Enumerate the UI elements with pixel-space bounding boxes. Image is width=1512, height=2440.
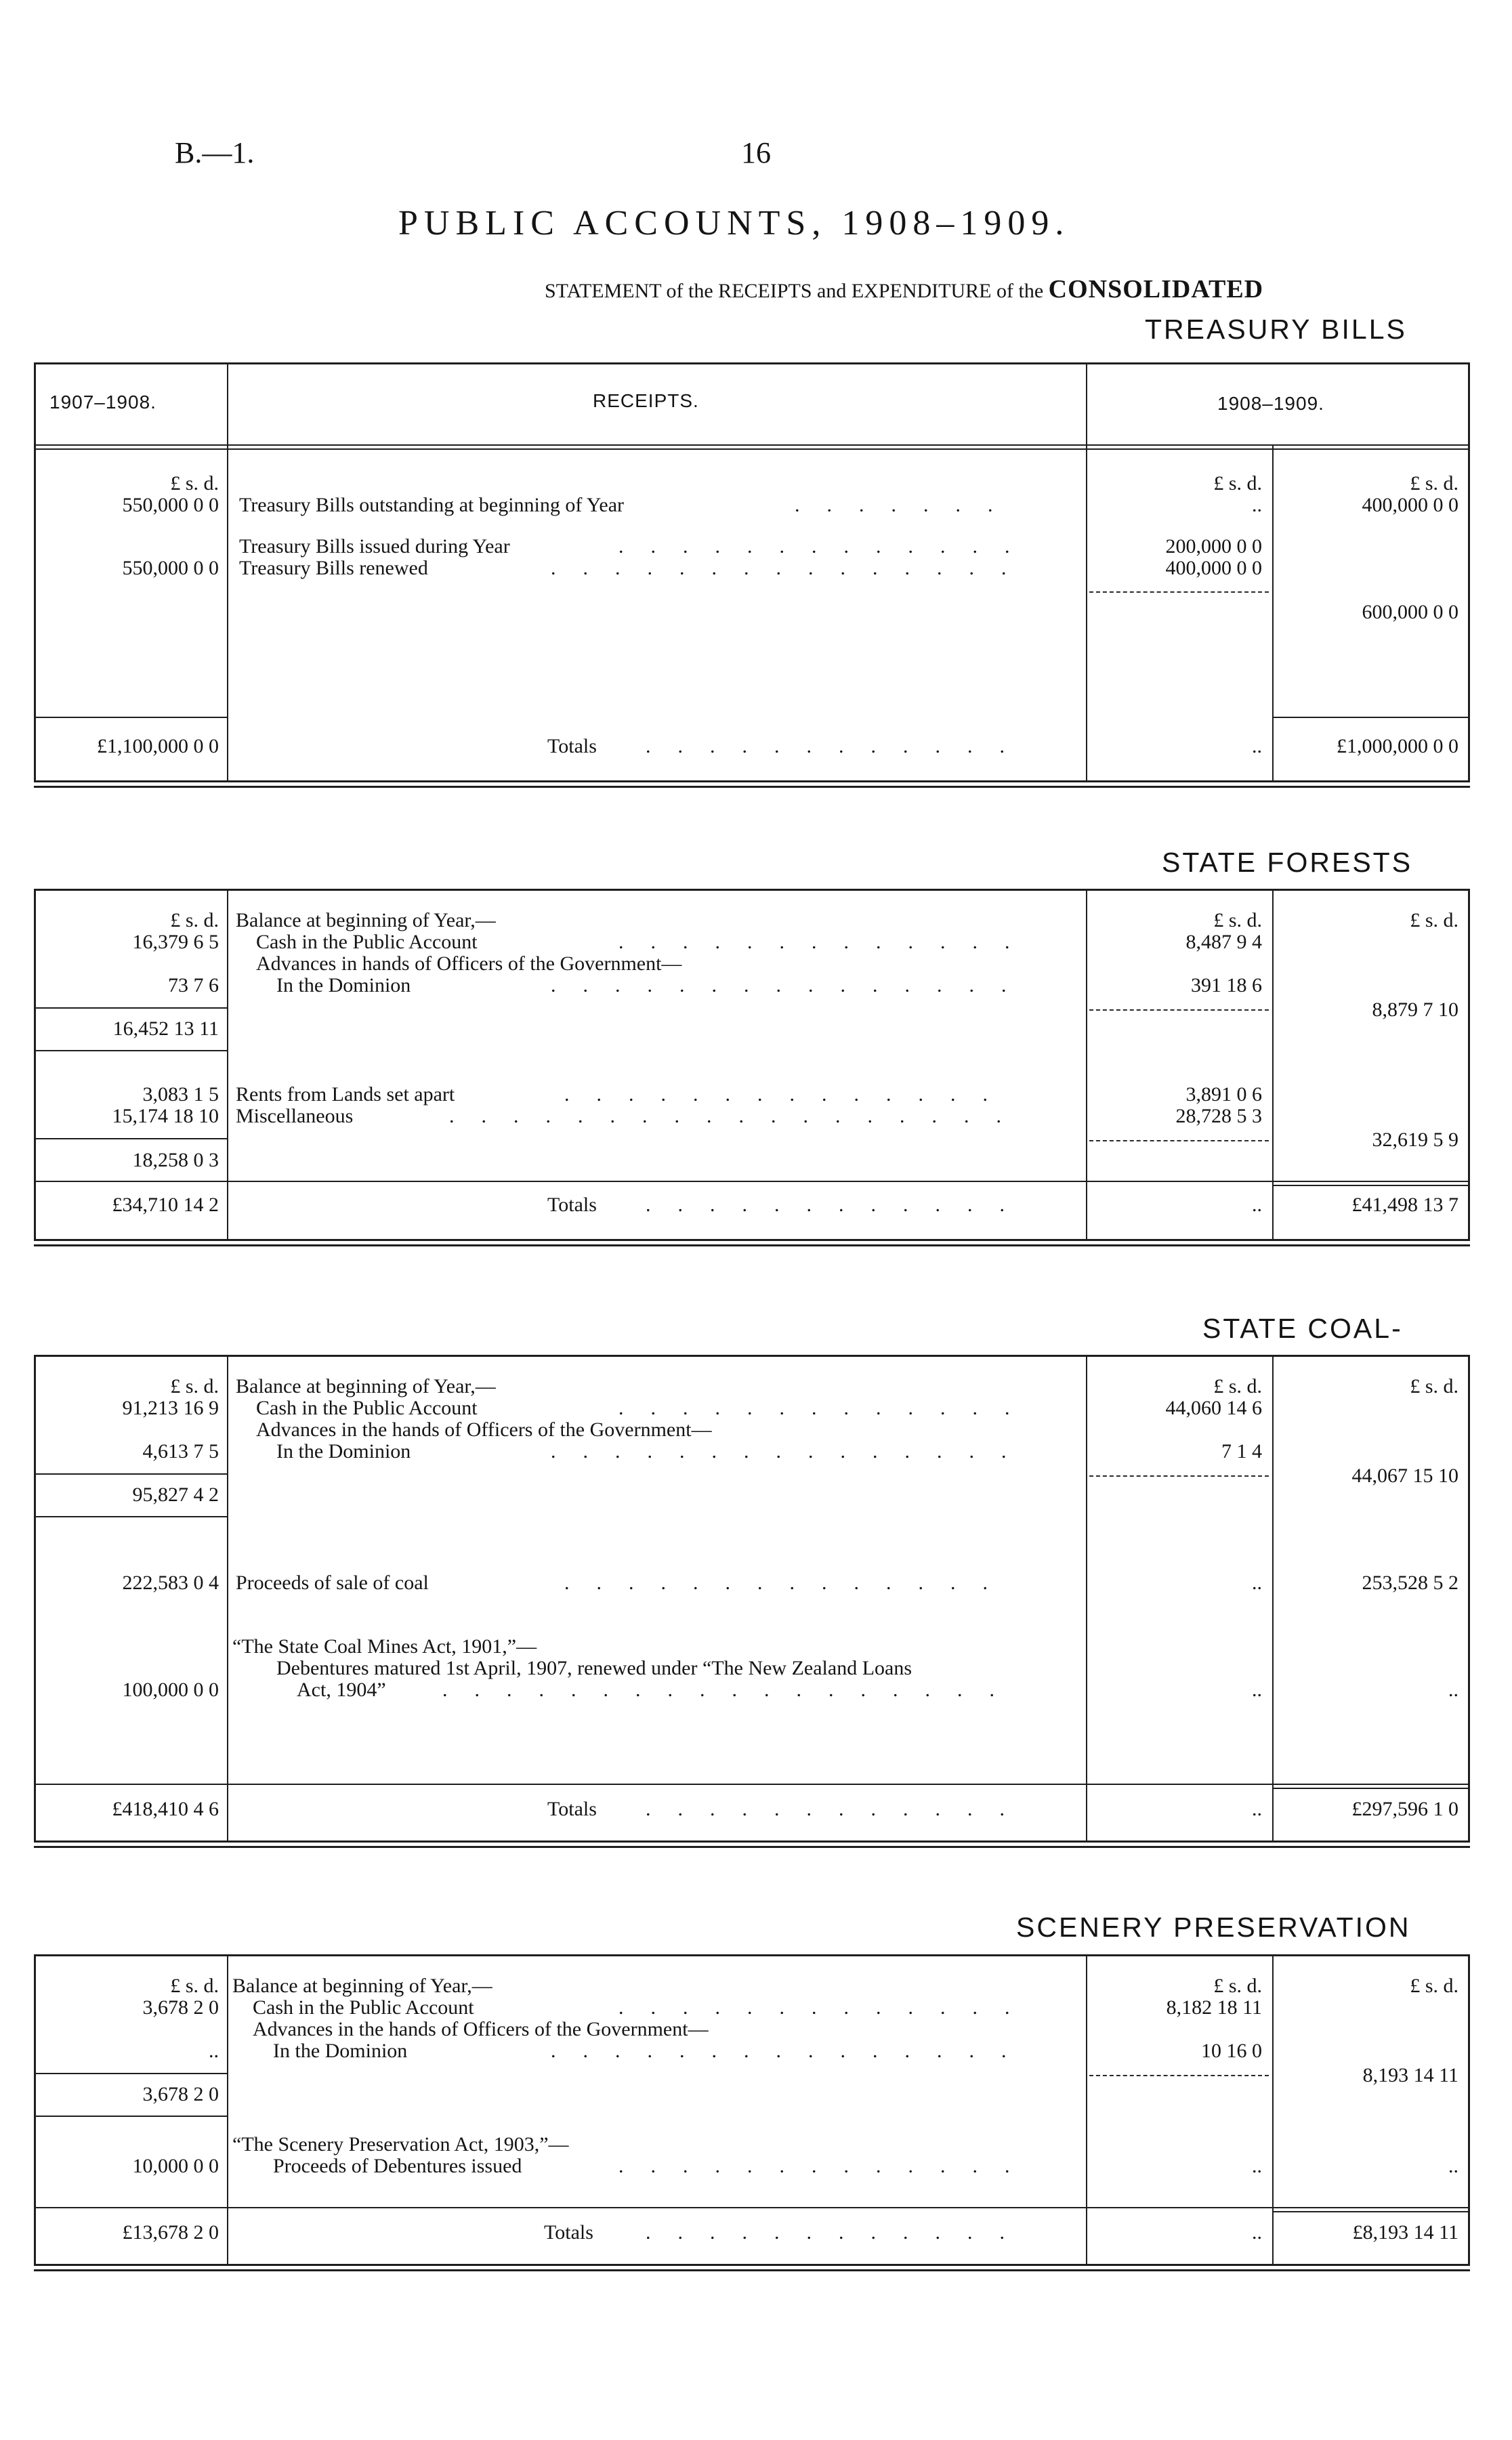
currency-outer: £ s. d. <box>1410 472 1458 495</box>
tb-row3-prev: 550,000 0 0 <box>122 557 219 579</box>
sp-dominion-desc: In the Dominion <box>273 2040 408 2062</box>
sc-cash-prev: 91,213 16 9 <box>122 1397 219 1419</box>
statement-heading <box>545 274 1263 304</box>
sf-balance-label: Balance at beginning of Year,— <box>236 909 496 931</box>
sc-totals-inner: .. <box>1252 1798 1262 1820</box>
tb-row2-inner: 200,000 0 0 <box>1165 535 1262 558</box>
currency-prev: £ s. d. <box>170 1375 219 1397</box>
leader-dots: ............ <box>646 2221 1032 2244</box>
sf-totals-prev: £34,710 14 2 <box>112 1194 219 1216</box>
sp-advances-desc: Advances in the hands of Officers of the Government— <box>253 2018 709 2040</box>
header-curr-year: 1908–1909. <box>1217 393 1324 414</box>
state-forests-table <box>34 889 1470 1241</box>
sp-balance-outer: 8,193 14 11 <box>1362 2064 1458 2086</box>
sc-act-line3: Act, 1904” <box>297 1679 386 1701</box>
leader-dots: ............... <box>551 557 1034 579</box>
tb-totals-label: Totals <box>547 735 597 757</box>
sf-subtotal-outer: 32,619 5 9 <box>1372 1129 1458 1151</box>
sp-totals-outer: £8,193 14 11 <box>1352 2221 1458 2244</box>
sc-totals-prev: £418,410 4 6 <box>112 1798 219 1820</box>
currency-outer: £ s. d. <box>1410 1975 1458 1997</box>
section-title-scenery-preservation: SCENERY PRESERVATION <box>1016 1912 1411 1943</box>
leader-dots: ............. <box>618 535 1037 558</box>
tb-row1-inner: .. <box>1252 494 1262 516</box>
sc-act-line2: Debentures matured 1st April, 1907, renewed under “The New Zealand Loans <box>276 1657 912 1679</box>
sf-misc-inner: 28,728 5 3 <box>1175 1105 1262 1127</box>
sf-totals-label: Totals <box>547 1194 597 1216</box>
double-rule <box>34 2269 1470 2271</box>
sf-misc-prev: 15,174 18 10 <box>112 1105 219 1127</box>
sc-balance-subtotal-prev: 95,827 4 2 <box>132 1484 219 1506</box>
sp-act-line1: “The Scenery Preservation Act, 1903,”— <box>232 2133 569 2155</box>
sp-balance-subtotal-prev: 3,678 2 0 <box>142 2083 219 2105</box>
currency-inner: £ s. d. <box>1213 1975 1262 1997</box>
tb-row1-desc: Treasury Bills outstanding at beginning of Year <box>239 494 625 516</box>
sc-sale-inner: .. <box>1252 1572 1262 1594</box>
sp-cash-inner: 8,182 18 11 <box>1166 1996 1262 2019</box>
sc-act-line1: “The State Coal Mines Act, 1901,”— <box>232 1635 537 1658</box>
tb-row1-outer: 400,000 0 0 <box>1362 494 1458 516</box>
sc-sale-prev: 222,583 0 4 <box>122 1572 219 1594</box>
double-rule <box>34 786 1470 788</box>
sc-balance-label: Balance at beginning of Year,— <box>236 1375 496 1397</box>
leader-dots: .................. <box>442 1679 1022 1701</box>
sp-cash-desc: Cash in the Public Account <box>253 1996 474 2019</box>
currency-prev: £ s. d. <box>170 472 219 495</box>
header-prev-year: 1907–1908. <box>49 392 156 413</box>
sc-sale-outer: 253,528 5 2 <box>1362 1572 1458 1594</box>
sf-cash-desc: Cash in the Public Account <box>256 931 478 953</box>
sc-balance-outer: 44,067 15 10 <box>1351 1465 1458 1487</box>
leader-dots: ............ <box>646 735 1032 757</box>
sc-totals-label: Totals <box>547 1798 597 1820</box>
tb-totals-prev: £1,100,000 0 0 <box>97 735 219 757</box>
leader-dots: ............. <box>618 2155 1037 2177</box>
section-title-state-coal: STATE COAL- <box>1202 1313 1403 1344</box>
tb-row2-desc: Treasury Bills issued during Year <box>239 535 510 558</box>
sc-cash-inner: 44,060 14 6 <box>1165 1397 1262 1419</box>
leader-dots: .............. <box>564 1572 1015 1594</box>
sc-dominion-desc: In the Dominion <box>276 1440 411 1463</box>
currency-prev: £ s. d. <box>170 909 219 931</box>
sp-act-inner: .. <box>1252 2155 1262 2177</box>
statement-fund: CONSOLIDATED <box>1048 275 1264 303</box>
sf-dominion-inner: 391 18 6 <box>1191 974 1262 996</box>
tb-row3-desc: Treasury Bills renewed <box>239 557 428 579</box>
currency-inner: £ s. d. <box>1213 1375 1262 1397</box>
header-receipts: RECEIPTS. <box>593 390 699 411</box>
sf-totals-inner: .. <box>1252 1194 1262 1216</box>
sf-balance-subtotal-prev: 16,452 13 11 <box>112 1017 219 1040</box>
sf-subtotal-prev: 18,258 0 3 <box>132 1149 219 1171</box>
sc-act-prev: 100,000 0 0 <box>122 1679 219 1701</box>
sp-dominion-prev: .. <box>209 2040 219 2062</box>
sf-dominion-prev: 73 7 6 <box>168 974 219 996</box>
sp-balance-label: Balance at beginning of Year,— <box>232 1975 492 1997</box>
sc-cash-desc: Cash in the Public Account <box>256 1397 478 1419</box>
leader-dots: ............. <box>618 1397 1037 1419</box>
leader-dots: ............ <box>646 1194 1032 1216</box>
sp-act-prev: 10,000 0 0 <box>132 2155 219 2177</box>
sf-balance-outer: 8,879 7 10 <box>1372 998 1458 1021</box>
leader-dots: ............... <box>551 2040 1034 2062</box>
sc-sale-desc: Proceeds of sale of coal <box>236 1572 429 1594</box>
leader-dots: ....... <box>795 494 1020 516</box>
sf-rents-inner: 3,891 0 6 <box>1185 1083 1262 1106</box>
sf-cash-prev: 16,379 6 5 <box>132 931 219 953</box>
double-rule <box>34 1846 1470 1848</box>
sf-rents-desc: Rents from Lands set apart <box>236 1083 455 1106</box>
sc-act-outer: .. <box>1448 1679 1458 1701</box>
leader-dots: ............... <box>551 974 1034 996</box>
sc-act-inner: .. <box>1252 1679 1262 1701</box>
leader-dots: .................. <box>449 1105 1028 1127</box>
section-title-treasury-bills: TREASURY BILLS <box>1145 314 1407 345</box>
currency-prev: £ s. d. <box>170 1975 219 1997</box>
leader-dots: ............. <box>618 1996 1037 2019</box>
page-number: 16 <box>741 136 771 169</box>
leader-dots: ............ <box>646 1798 1032 1820</box>
section-title-state-forests: STATE FORESTS <box>1162 847 1413 878</box>
sp-totals-prev: £13,678 2 0 <box>122 2221 219 2244</box>
sf-totals-outer: £41,498 13 7 <box>1351 1194 1458 1216</box>
leader-dots: ............. <box>618 931 1037 953</box>
sc-totals-outer: £297,596 1 0 <box>1351 1798 1458 1820</box>
state-coal-table <box>34 1355 1470 1843</box>
currency-inner: £ s. d. <box>1213 909 1262 931</box>
tb-row1-prev: 550,000 0 0 <box>122 494 219 516</box>
page-title: PUBLIC ACCOUNTS, 1908–1909. <box>398 204 1070 243</box>
sf-advances-desc: Advances in hands of Officers of the Government— <box>256 952 682 975</box>
scenery-preservation-table <box>34 1954 1470 2266</box>
currency-inner: £ s. d. <box>1213 472 1262 495</box>
sp-act-outer: .. <box>1448 2155 1458 2177</box>
tb-totals-inner: .. <box>1252 735 1262 757</box>
sc-dominion-inner: 7 1 4 <box>1221 1440 1262 1463</box>
sp-totals-inner: .. <box>1252 2221 1262 2244</box>
tb-subtotal-outer: 600,000 0 0 <box>1362 601 1458 623</box>
currency-outer: £ s. d. <box>1410 909 1458 931</box>
sp-totals-label: Totals <box>544 2221 593 2244</box>
currency-outer: £ s. d. <box>1410 1375 1458 1397</box>
statement-prefix: STATEMENT of the RECEIPTS and EXPENDITURE of the <box>545 280 1044 302</box>
leader-dots: .............. <box>564 1083 1015 1106</box>
sp-act-line2: Proceeds of Debentures issued <box>273 2155 522 2177</box>
tb-totals-outer: £1,000,000 0 0 <box>1337 735 1458 757</box>
double-rule <box>34 1244 1470 1246</box>
sc-advances-desc: Advances in the hands of Officers of the Government— <box>256 1418 712 1441</box>
sf-dominion-desc: In the Dominion <box>276 974 411 996</box>
sp-dominion-inner: 10 16 0 <box>1201 2040 1262 2062</box>
sf-rents-prev: 3,083 1 5 <box>142 1083 219 1106</box>
sf-cash-inner: 8,487 9 4 <box>1185 931 1262 953</box>
leader-dots: ............... <box>551 1440 1034 1463</box>
treasury-bills-table <box>34 362 1470 782</box>
sc-dominion-prev: 4,613 7 5 <box>142 1440 219 1463</box>
page-reference: B.—1. <box>175 136 255 169</box>
sf-misc-desc: Miscellaneous <box>236 1105 354 1127</box>
tb-row3-inner: 400,000 0 0 <box>1165 557 1262 579</box>
sp-cash-prev: 3,678 2 0 <box>142 1996 219 2019</box>
